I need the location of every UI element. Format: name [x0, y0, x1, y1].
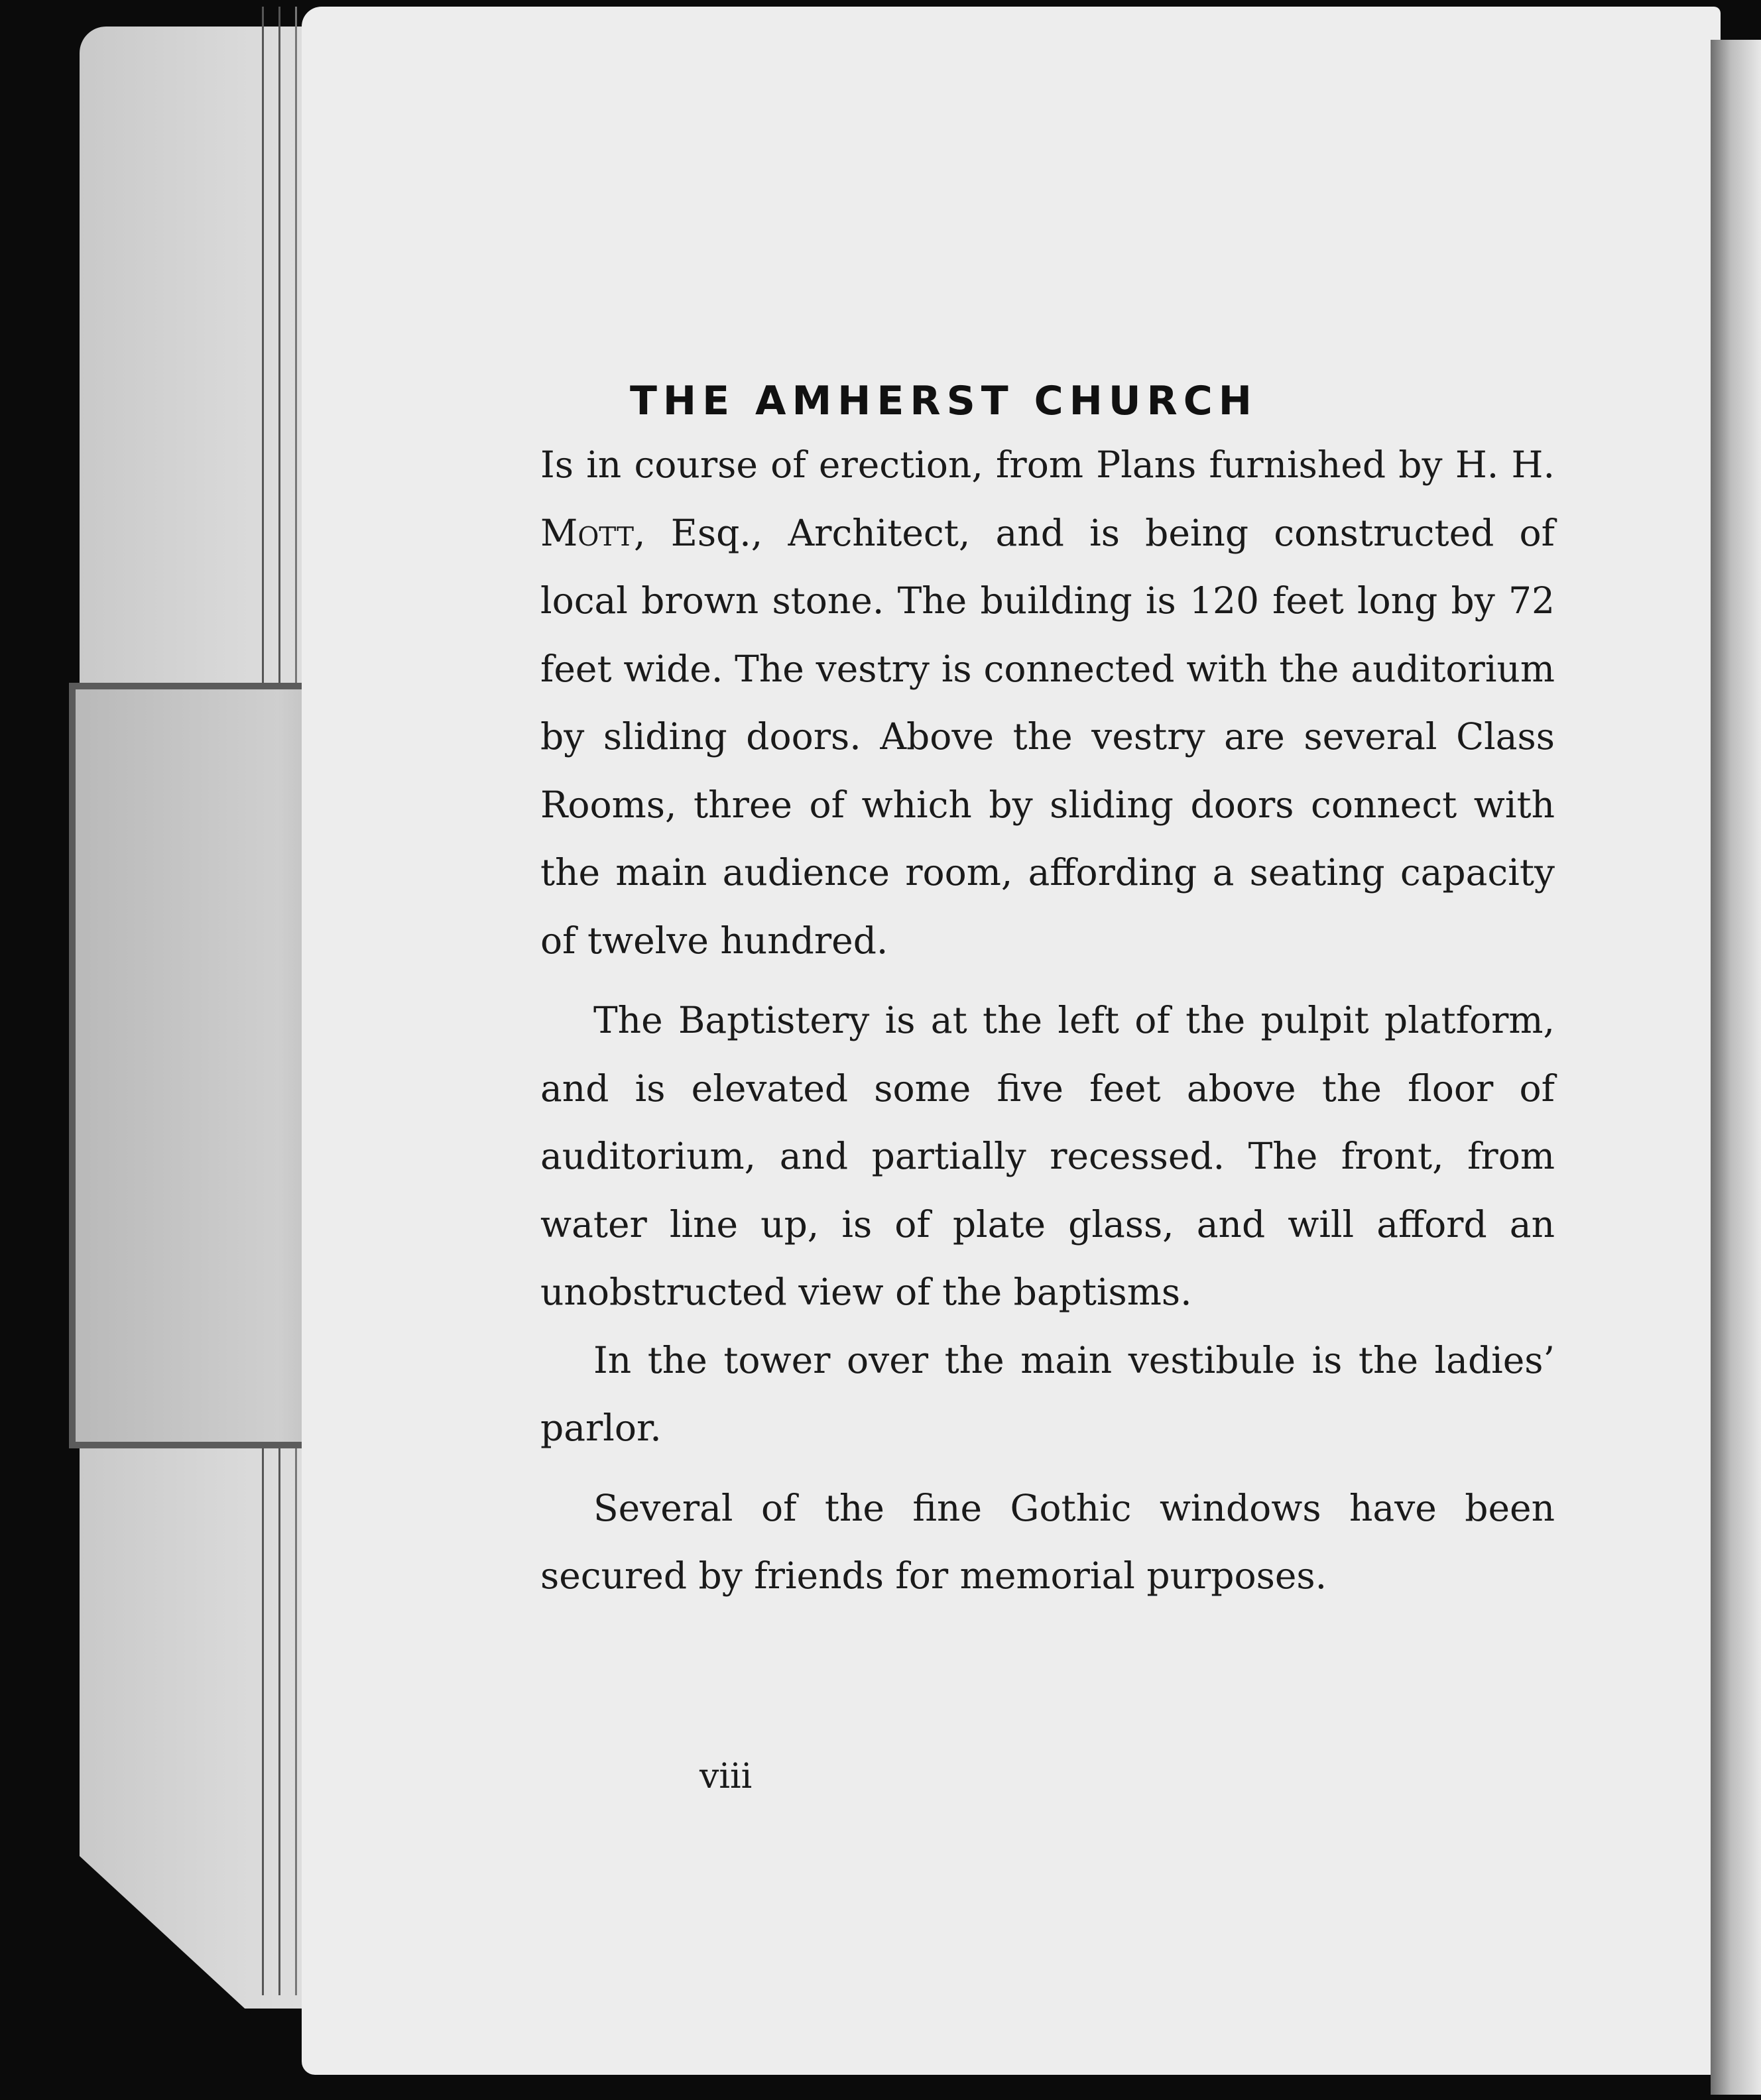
page-body — [540, 431, 1555, 1610]
paragraph-windows: Several of the fine Gothic windows have been secured by friends for memorial purposes. — [540, 1486, 1555, 1597]
right-binding-edge — [1711, 40, 1761, 2095]
paragraph-baptistery: The Baptistery is at the left of the pulpit platform, and is elevated some five feet above the floor of auditorium, and partially recessed. The front, from water line up, is of plate glass, and will afford an unobstructed view of the baptisms. — [540, 999, 1555, 1313]
paragraph-text: , Esq., Architect, and is being constructed of local brown stone. The building is 120 feet long by 72 feet wide. The vestry is connected with the auditorium by sliding doors. Above the vestry are several Class Rooms, three of which by sliding doors connect with the main audience room, affording a seating capacity of twelve hundred. — [540, 511, 1555, 962]
page-title: THE AMHERST CHURCH — [630, 378, 1258, 424]
paragraph-church-description — [540, 431, 1555, 974]
page-number: viii — [699, 1757, 753, 1796]
paragraph-tower: In the tower over the main vestibule is the ladies’ parlor. — [540, 1338, 1555, 1449]
architect-surname: Mott — [540, 511, 635, 554]
paragraph-text: Is in course of erection, from Plans furnished by H. H. — [540, 443, 1555, 486]
